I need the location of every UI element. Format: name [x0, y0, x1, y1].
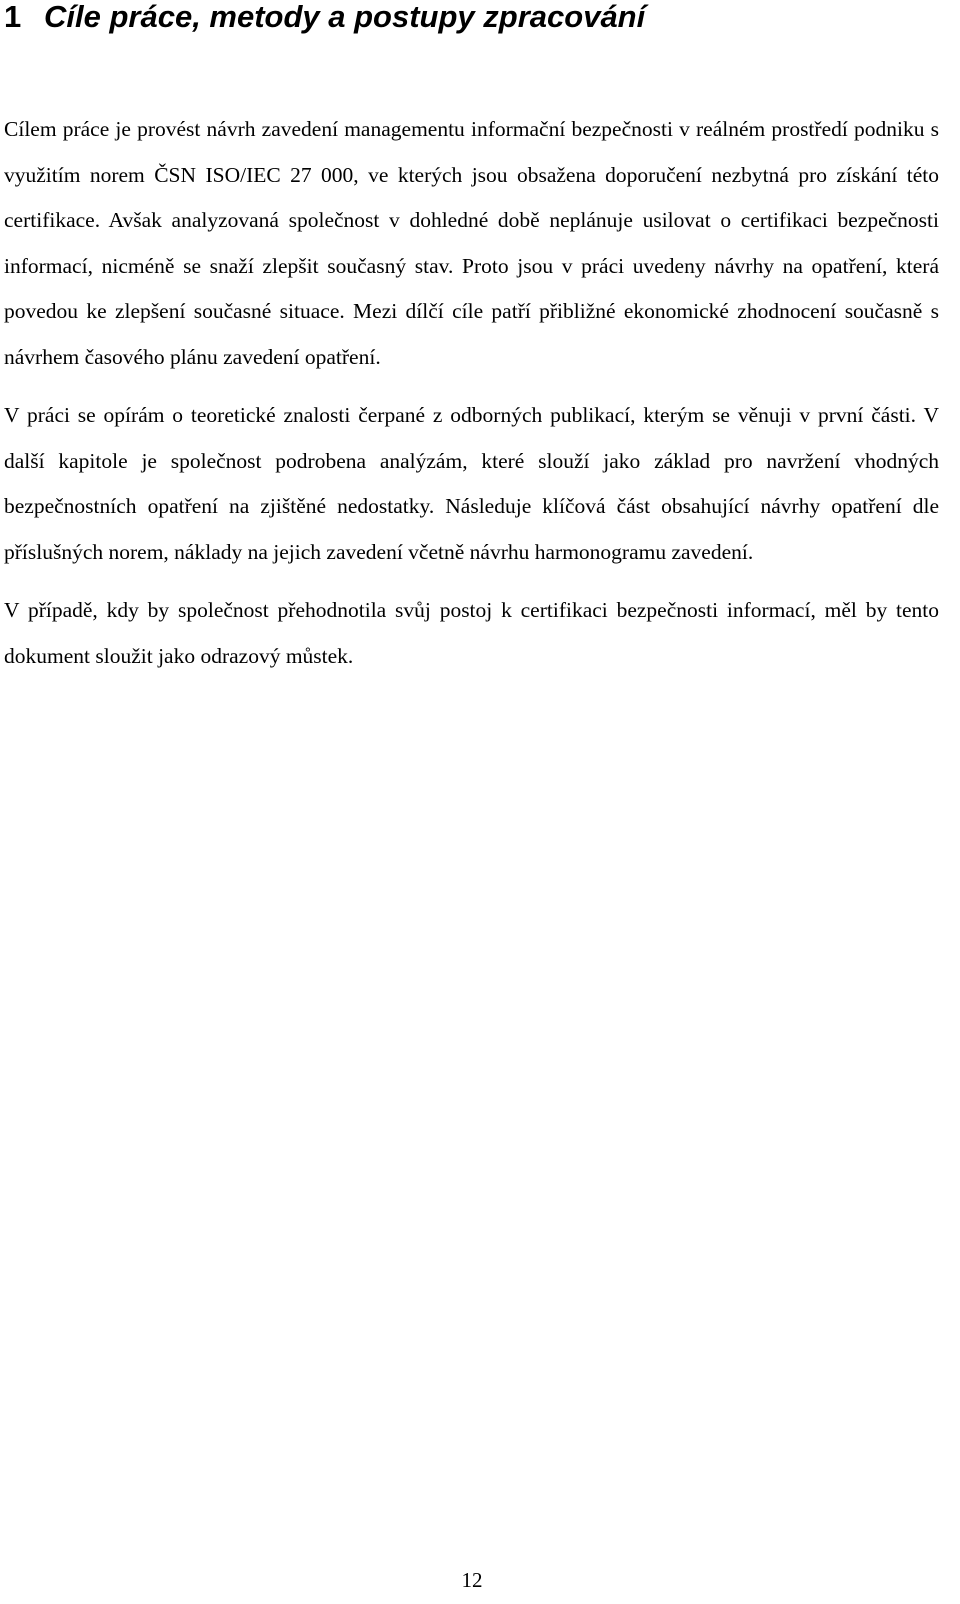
page-number: 12 [461, 1568, 483, 1592]
body-text [4, 107, 939, 692]
chapter-title: Cíle práce, metody a postupy zpracování [44, 0, 646, 34]
chapter-number: 1 [4, 0, 22, 34]
paragraph-outlook: V případě, kdy by společnost přehodnotila svůj postoj k certifikaci bezpečnosti informací, měl by tento dokument sloužit jako odrazový můstek. [4, 598, 939, 668]
chapter-heading [4, 0, 645, 34]
paragraph-structure: V práci se opírám o teoretické znalosti čerpané z odborných publikací, kterým se věnuji v první části. V další kapitole je společnost podrobena analýzám, které slouží jako základ pro navržení vhodných bezpečnostních opatření na zjištěné nedostatky. Následuje klíčová část obsahující návrhy opatření dle příslušných norem, náklady na jejich zavedení včetně návrhu harmonogramu zavedení. [4, 403, 939, 564]
paragraph-goals: Cílem práce je provést návrh zavedení managementu informační bezpečnosti v reálném prostředí podniku s využitím norem ČSN ISO/IEC 27 000, ve kterých jsou obsažena doporučení nezbytná pro získání této certifikace. Avšak analyzovaná společnost v dohledné době neplánuje usilovat o certifikaci bezpečnosti informací, nicméně se snaží zlepšit současný stav. Proto jsou v práci uvedeny návrhy na opatření, která povedou ke zlepšení současné situace. Mezi dílčí cíle patří přibližné ekonomické zhodnocení současně s návrhem časového plánu zavedení opatření. [4, 117, 939, 369]
